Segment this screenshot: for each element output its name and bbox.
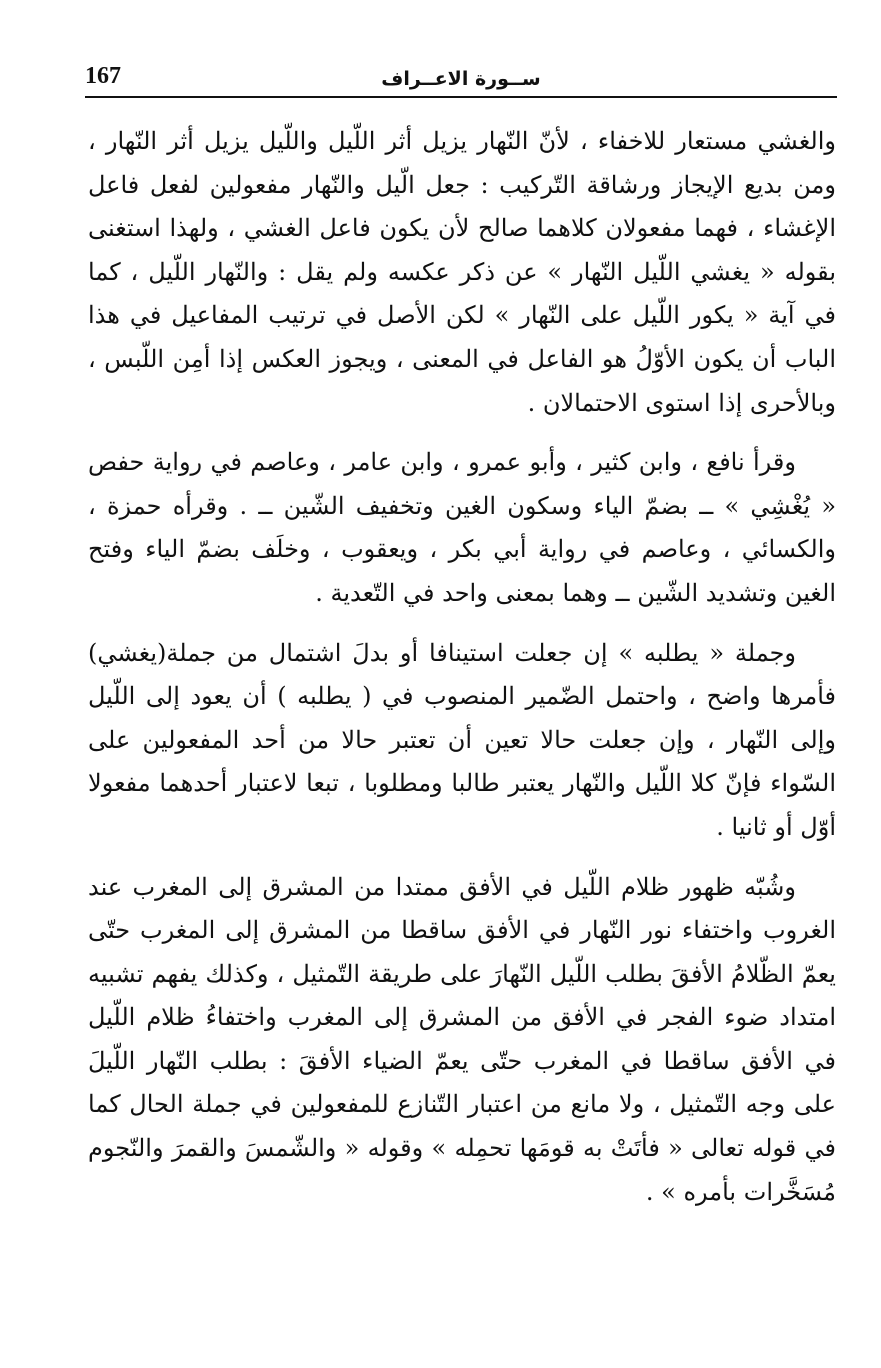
paragraph: والغشي مستعار للاخفاء ، لأنّ النّهار يزيل أثر اللّيل واللّيل يزيل أثر النّهار ، ومن بديع الإيجاز ورشاقة التّركيب : جعل الّيل والنّهار مفعولين لفعل فاعل الإغشاء ، فهما مفعولان كلاهما صالح لأن يكون فاعل الغشي ، ولهذا استغنى بقوله « يغشي اللّيل النّهار » عن ذكر عكسه ولم يقل : والنّهار اللّيل ، كما في آية « يكور اللّيل على النّهار » لكن الأصل في ترتيب المفاعيل في هذا الباب أن يكون الأوّلُ هو الفاعل في المعنى ، ويجوز العكس إذا أمِن اللّبس ، وبالأحرى إذا استوى الاحتمالان . bbox=[88, 127, 836, 417]
paragraph: وجملة « يطلبه » إن جعلت استينافا أو بدلَ اشتمال من جملة(يغشي) فأمرها واضح ، واحتمل الضّمير المنصوب في ( يطلبه ) أن يعود إلى اللّيل وإلى النّهار ، وإن جعلت حالا تعين أن تعتبر حالا من أحد المفعولين على السّواء فإنّ كلا اللّيل والنّهار يعتبر طالبا ومطلوبا ، تبعا لاعتبار أحدهما مفعولا أوّل أو ثانيا . bbox=[88, 638, 836, 841]
body-text bbox=[88, 120, 836, 1230]
paragraph: وقرأ نافع ، وابن كثير ، وأبو عمرو ، وابن عامر ، وعاصم في رواية حفص « يُغْشِي » ــ بضمّ الياء وسكون الغين وتخفيف الشّين ــ . وقرأه حمزة ، والكسائي ، وعاصم في رواية أبي بكر ، ويعقوب ، وخلَف بضمّ الياء وفتح الغين وتشديد الشّين ــ وهما بمعنى واحد في التّعدية . bbox=[88, 448, 837, 607]
page-number: 167 bbox=[85, 63, 121, 89]
page-header bbox=[85, 60, 837, 98]
header-rule bbox=[85, 96, 837, 98]
paragraph: وشُبّه ظهور ظلام اللّيل في الأفق ممتدا من المشرق إلى المغرب عند الغروب واختفاء نور النّهار في الأفق ساقطا من المشرق إلى المغرب حتّى يعمّ الظّلامُ الأفقَ بطلب اللّيل النّهارَ على طريقة التّمثيل ، وكذلك يفهم تشبيه امتداد ضوء الفجر في الأفق من المشرق إلى المغرب واختفاءُ ظلام اللّيل في الأفق ساقطا في المغرب حتّى يعمّ الضياء الأفقَ : بطلب النّهار اللّيلَ على وجه التّمثيل ، ولا مانع من اعتبار التّنازع للمفعولين في جملة الحال كما في قوله تعالى « فأتَتْ به قومَها تحمِله » وقوله « والشّمسَ والقمرَ والنّجوم مُسَخَّرات بأمره » . bbox=[88, 872, 836, 1206]
running-title: ســورة الاعــراف bbox=[381, 68, 541, 90]
